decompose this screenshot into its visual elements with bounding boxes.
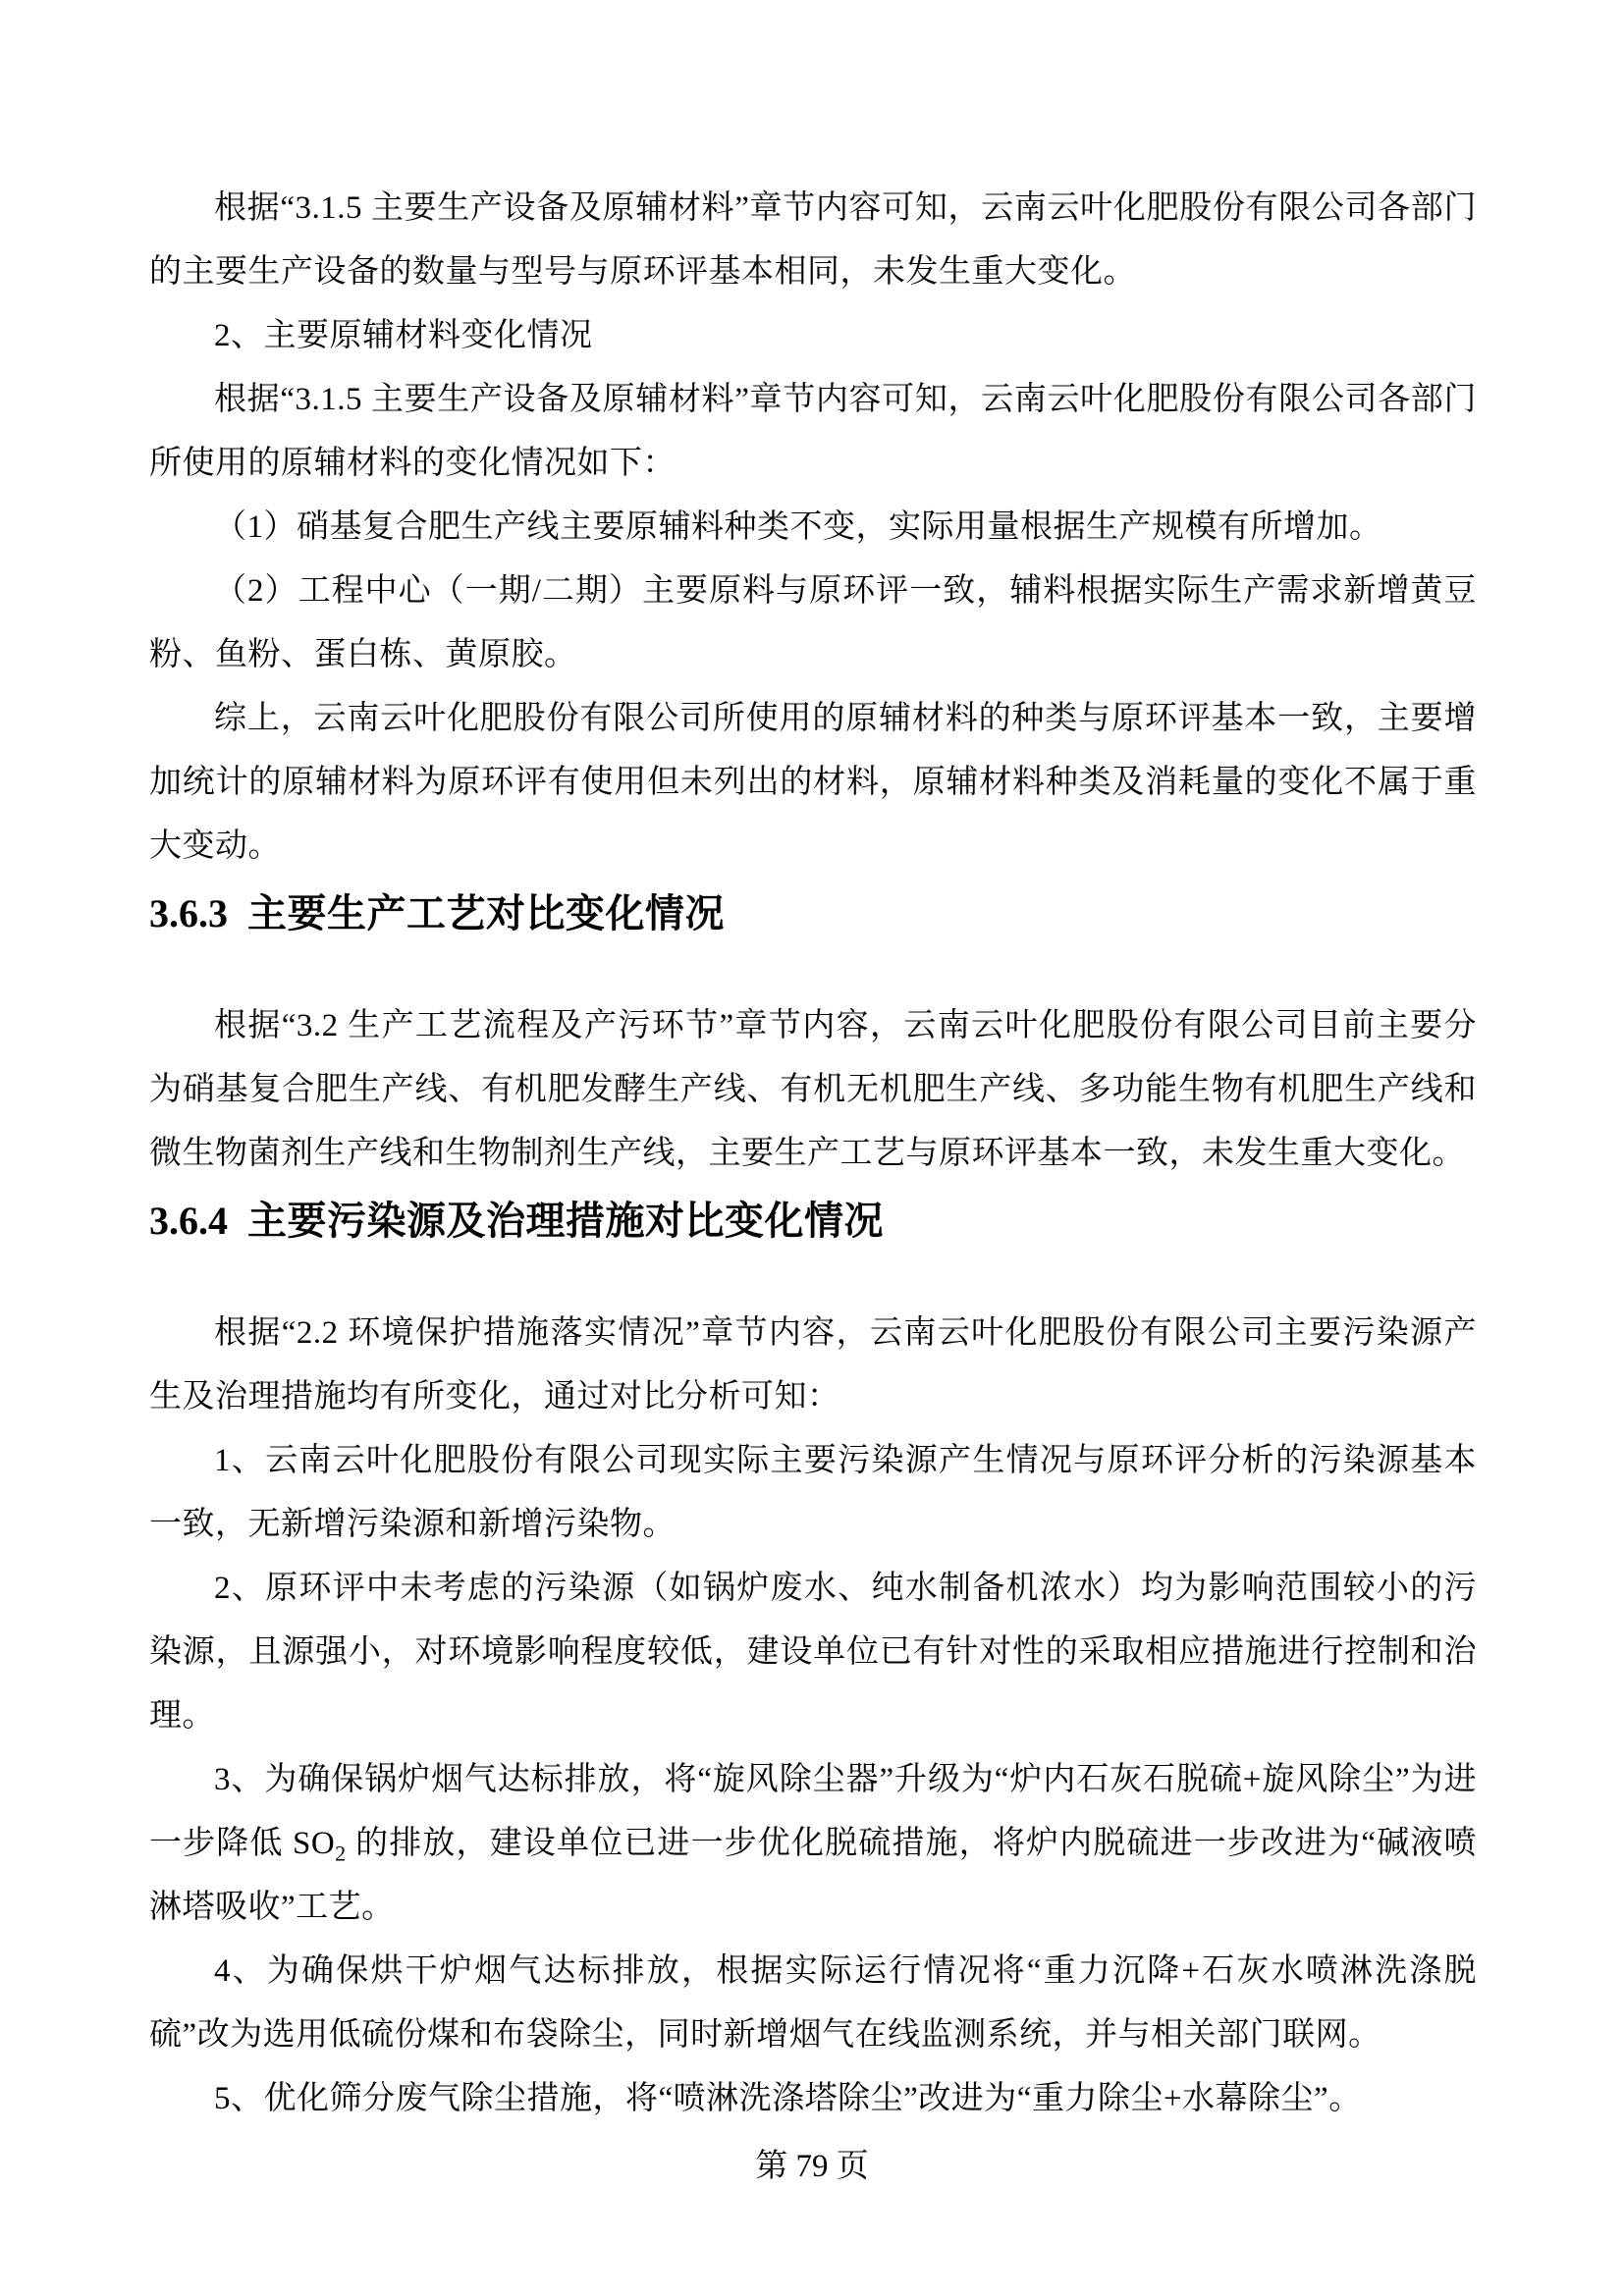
section-title: 主要生产工艺对比变化情况 bbox=[247, 891, 725, 935]
section-heading-3-6-4 bbox=[149, 1200, 1477, 1243]
paragraph-materials-item-2: （2）工程中心（一期/二期）主要原料与原环评一致，辅料根据实际生产需求新增黄豆粉、鱼粉、蛋白栋、黄原胶。 bbox=[149, 573, 1477, 672]
paragraph-pollution-item-3 bbox=[149, 1748, 1477, 1940]
paragraph-materials-conclusion: 综上，云南云叶化肥股份有限公司所使用的原辅材料的种类与原环评基本一致，主要增加统计的原辅材料为原环评有使用但未列出的材料，原辅材料种类及消耗量的变化不属于重大变动。 bbox=[149, 701, 1477, 864]
page-number-footer: 第 79 页 bbox=[755, 2149, 869, 2184]
section-number: 3.6.4 bbox=[149, 1199, 228, 1243]
paragraph-pollution-item-4: 4、为确保烘干炉烟气达标排放，根据实际运行情况将“重力沉降+石灰水喷淋洗涤脱硫”改为选用低硫份煤和布袋除尘，同时新增烟气在线监测系统，并与相关部门联网。 bbox=[149, 1953, 1477, 2053]
section-title: 主要污染源及治理措施对比变化情况 bbox=[247, 1199, 884, 1243]
section-heading-3-6-3 bbox=[149, 892, 1477, 935]
so2-subscript: 2 bbox=[335, 1841, 347, 1866]
paragraph-materials-item-1: （1）硝基复合肥生产线主要原辅料种类不变，实际用量根据生产规模有所增加。 bbox=[214, 509, 1382, 545]
paragraph-text-before-subscript: 3、为确保锅炉烟气达标排放，将“旋风除尘器”升级为“炉内石灰石脱硫+旋风除尘”为进一步降低 SO bbox=[149, 1762, 1477, 1861]
paragraph-pollution-item-1: 1、云南云叶化肥股份有限公司现实际主要污染源产生情况与原环评分析的污染源基本一致，无新增污染源和新增污染物。 bbox=[149, 1443, 1477, 1542]
paragraph-pollution-item-2: 2、原环评中未考虑的污染源（如锅炉废水、纯水制备机浓水）均为影响范围较小的污染源，且源强小，对环境影响程度较低，建设单位已有针对性的采取相应措施进行控制和治理。 bbox=[149, 1571, 1477, 1734]
paragraph-materials-intro: 根据“3.1.5 主要生产设备及原辅材料”章节内容可知，云南云叶化肥股份有限公司各部门所使用的原辅材料的变化情况如下： bbox=[149, 382, 1477, 481]
paragraph-process-comparison: 根据“3.2 生产工艺流程及产污环节”章节内容，云南云叶化肥股份有限公司目前主要分为硝基复合肥生产线、有机肥发酵生产线、有机无机肥生产线、多功能生物有机肥生产线和微生物菌剂生产线和生物制剂生产线，主要生产工艺与原环评基本一致，未发生重大变化。 bbox=[149, 1008, 1477, 1171]
section-number: 3.6.3 bbox=[149, 891, 228, 935]
text-block bbox=[149, 177, 1477, 2131]
paragraph-equipment-summary: 根据“3.1.5 主要生产设备及原辅材料”章节内容可知，云南云叶化肥股份有限公司各部门的主要生产设备的数量与型号与原环评基本相同，未发生重大变化。 bbox=[149, 190, 1477, 290]
paragraph-materials-item-title: 2、主要原辅材料变化情况 bbox=[214, 318, 593, 353]
paragraph-pollution-item-5: 5、优化筛分废气除尘措施，将“喷淋洗涤塔除尘”改进为“重力除尘+水幕除尘”。 bbox=[214, 2081, 1362, 2116]
paragraph-pollution-intro: 根据“2.2 环境保护措施落实情况”章节内容，云南云叶化肥股份有限公司主要污染源产生及治理措施均有所变化，通过对比分析可知： bbox=[149, 1315, 1477, 1415]
paragraph-text-after-subscript: 的排放，建设单位已进一步优化脱硫措施，将炉内脱硫进一步改进为“碱液喷淋塔吸收”工艺。 bbox=[149, 1826, 1477, 1925]
